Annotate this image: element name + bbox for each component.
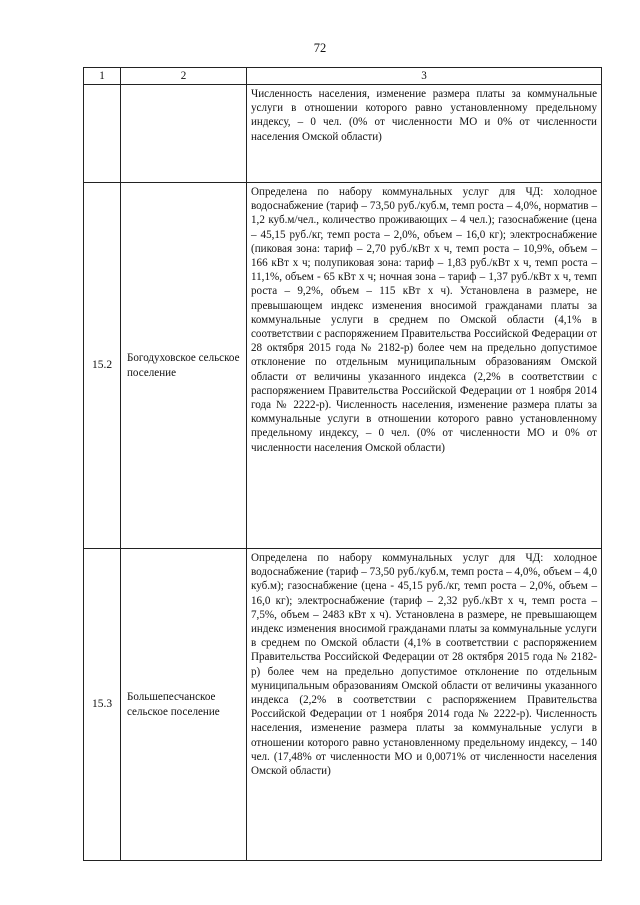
table-row: [84, 85, 602, 183]
page-number: 72: [313, 41, 327, 55]
row-description: Численность населения, изменение размера платы за коммунальные услуги в отношении которого равно установленному предельному индексу, – 0 чел. (0% от численности МО и 0% от численности населения Омской области): [247, 85, 602, 183]
row-number: 15.3: [84, 549, 121, 861]
settlement-name: [121, 85, 247, 183]
settlement-name: Большепесчанское сельское поселение: [121, 549, 247, 861]
table-header-row: [84, 68, 602, 85]
header-col-1: 1: [84, 68, 121, 85]
table-row: [84, 183, 602, 549]
header-col-2: 2: [121, 68, 247, 85]
row-description: Определена по набору коммунальных услуг для ЧД: холодное водоснабжение (тариф – 73,50 руб./куб.м, темп роста – 4,0%, норматив – 1,2 куб.м/чел., количество проживающих – 4 чел.); газоснабжение (цена – 45,15 руб./кг, темп роста – 2,0%, объем – 16,0 кг); электроснабжение (пиковая зона: тариф – 2,70 руб./кВт х ч, темп роста – 10,9%, объем – 166 кВт х ч; полупиковая зона: тариф – 1,83 руб./кВт х ч, темп роста – 11,1%, объем - 65 кВт х ч; ночная зона – тариф – 1,37 руб./кВт х ч, темп роста – 9,2%, объем – 115 кВт х ч). Установлена в размере, не превышающем индекс изменения вносимой гражданами платы за коммунальные услуги в среднем по Омской области (4,1% в соответствии с распоряжением Правительства Российской Федерации от 28 октября 2015 года № 2182-р) более чем на предельно допустимое отклонение по отдельным муниципальным образованиям Омской области от величины указанного индекса (2,2% в соответствии с распоряжением Правительства Российской Федерации от 1 ноября 2014 года № 2222-р). Численность населения, изменение размера платы за коммунальные услуги в отношении которого равно установленному предельному индексу, – 0 чел. (0% от численности МО и 0% от численности населения Омской области): [247, 183, 602, 549]
municipal-table: [83, 67, 602, 861]
row-number: 15.2: [84, 183, 121, 549]
table-row: [84, 549, 602, 861]
header-col-3: 3: [247, 68, 602, 85]
row-description: Определена по набору коммунальных услуг для ЧД: холодное водоснабжение (тариф – 73,50 руб./куб.м, темп роста – 4,0%, объем – 4,0 куб.м); газоснабжение (цена - 45,15 руб./кг, темп роста – 2,0%, объем – 16,0 кг); электроснабжение (тариф – 2,32 руб./кВт х ч, темп роста – 7,5%, объем – 2483 кВт х ч). Установлена в размере, не превышающем индекс изменения вносимой гражданами платы за коммунальные услуги в среднем по Омской области (4,1% в соответствии с распоряжением Правительства Российской Федерации от 28 октября 2015 года № 2182-р) более чем на предельно допустимое отклонение по отдельным муниципальным образованиям Омской области от величины указанного индекса (2,2% в соответствии с распоряжением Правительства Российской Федерации от 1 ноября 2014 года № 2222-р). Численность населения, изменение размера платы за коммунальные услуги в отношении которого равно установленному предельному индексу, – 140 чел. (17,48% от численности МО и 0,0071% от численности населения Омской области): [247, 549, 602, 861]
settlement-name: Богодуховское сельское поселение: [121, 183, 247, 549]
row-number: [84, 85, 121, 183]
